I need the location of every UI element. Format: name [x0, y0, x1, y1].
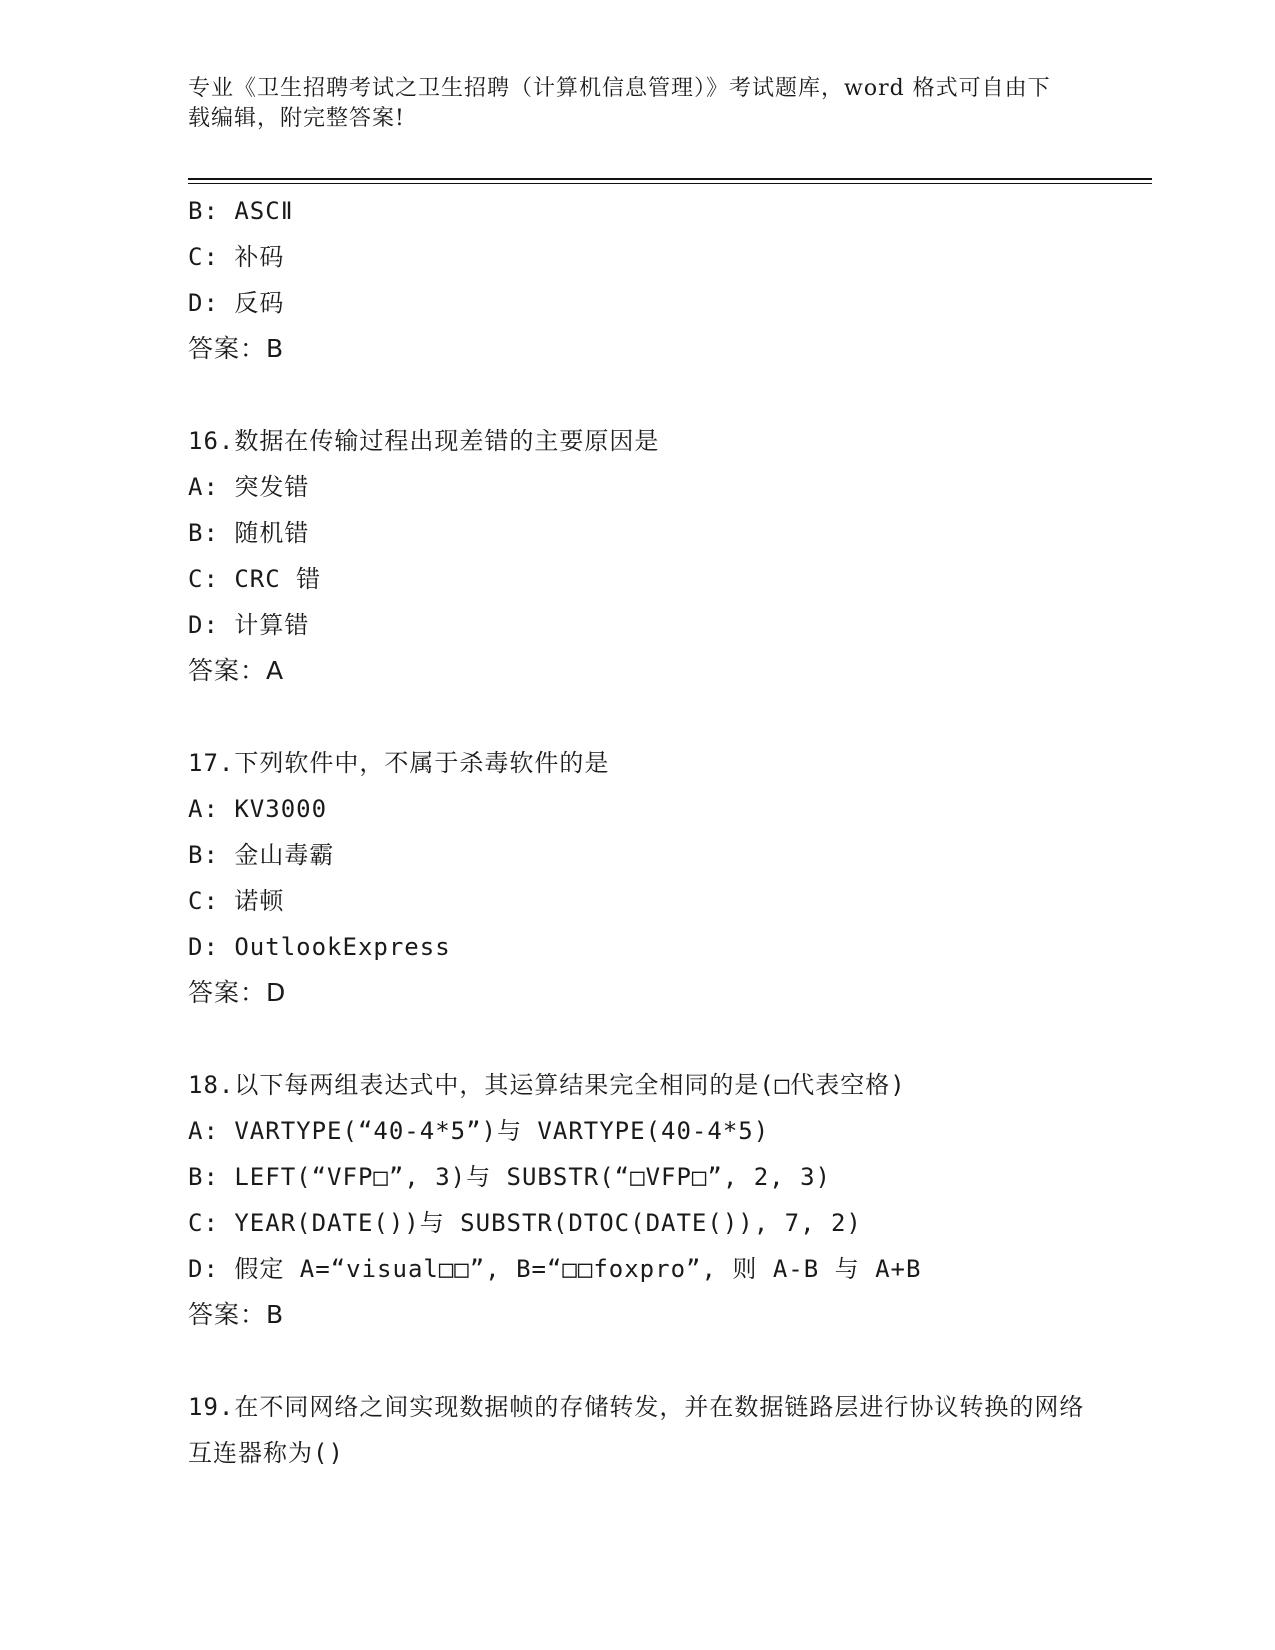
- q18-stem: 18.以下每两组表达式中，其运算结果完全相同的是(□代表空格): [188, 1071, 906, 1099]
- header-rule-thick: [188, 178, 1152, 180]
- q16-option-d: D: 计算错: [188, 611, 310, 639]
- question-content: [188, 188, 1168, 1476]
- q17-stem: 17.下列软件中，不属于杀毒软件的是: [188, 749, 610, 777]
- question-16: [188, 418, 1168, 694]
- q18-option-a: A: VARTYPE(“40-4*5”)与 VARTYPE(40-4*5): [188, 1117, 770, 1145]
- q15-answer: 答案：B: [188, 334, 285, 363]
- spacer: [188, 1016, 1168, 1062]
- question-17: [188, 740, 1168, 1016]
- q16-stem: 16.数据在传输过程出现差错的主要原因是: [188, 427, 660, 455]
- spacer: [188, 1338, 1168, 1384]
- q15-option-b: B: ASCⅡ: [188, 197, 294, 225]
- q17-option-c: C: 诺顿: [188, 887, 285, 915]
- q16-option-a: A: 突发错: [188, 473, 310, 501]
- q18-option-c: C: YEAR(DATE())与 SUBSTR(DTOC(DATE()), 7, 2): [188, 1209, 862, 1237]
- question-18: [188, 1062, 1168, 1338]
- header-rule-thin: [188, 183, 1152, 184]
- q17-option-a: A: KV3000: [188, 795, 328, 823]
- spacer: [188, 694, 1168, 740]
- q17-option-b: B: 金山毒霸: [188, 841, 335, 869]
- question-15: [188, 188, 1168, 372]
- q16-answer: 答案：A: [188, 656, 285, 685]
- q15-option-c: C: 补码: [188, 243, 285, 271]
- q18-option-d: D: 假定 A=“visual□□”, B=“□□foxpro”, 则 A-B 与 A+B: [188, 1255, 922, 1283]
- q17-option-d: D: OutlookExpress: [188, 933, 451, 961]
- q16-option-b: B: 随机错: [188, 519, 310, 547]
- spacer: [188, 372, 1168, 418]
- question-19: [188, 1384, 1168, 1476]
- q17-answer: 答案：D: [188, 978, 287, 1007]
- document-header: 专业《卫生招聘考试之卫生招聘（计算机信息管理）》考试题库，word 格式可自由下载编辑，附完整答案!: [188, 76, 1051, 131]
- q19-stem: 19.在不同网络之间实现数据帧的存储转发，并在数据链路层进行协议转换的网络互连器称为(): [188, 1393, 1085, 1467]
- q18-option-b: B: LEFT(“VFP□”, 3)与 SUBSTR(“□VFP□”, 2, 3): [188, 1163, 831, 1191]
- q16-option-c: C: CRC 错: [188, 565, 322, 593]
- q18-answer: 答案：B: [188, 1300, 285, 1329]
- q15-option-d: D: 反码: [188, 289, 285, 317]
